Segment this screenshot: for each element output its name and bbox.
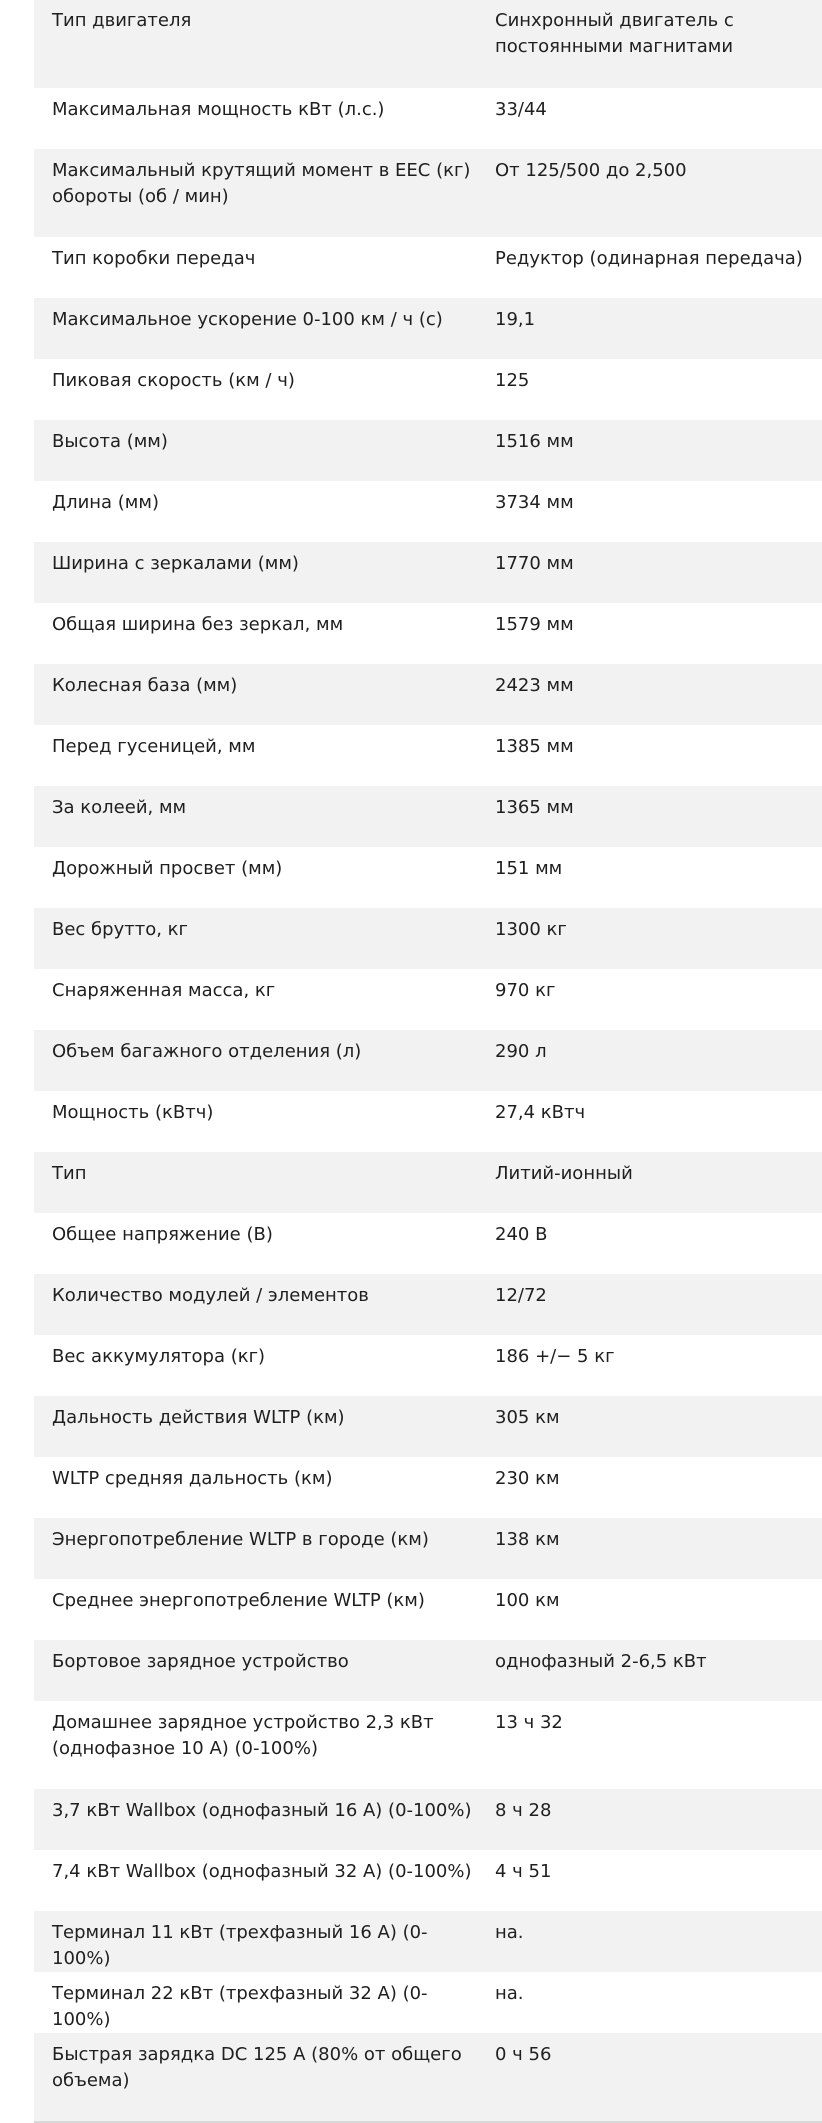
spec-value: 100 км (495, 1590, 560, 1611)
spec-label: Ширина с зеркалами (мм) (52, 553, 299, 574)
spec-row-top-speed (34, 359, 822, 420)
spec-value: 240 В (495, 1224, 548, 1245)
spec-row-onboard-charger (34, 1640, 822, 1701)
spec-label: Перед гусеницей, мм (52, 736, 256, 757)
spec-label: Количество модулей / элементов (52, 1285, 369, 1306)
spec-value: 19,1 (495, 309, 536, 330)
spec-row-wheelbase (34, 664, 822, 725)
spec-value: 125 (495, 370, 530, 391)
spec-value: Синхронный двигатель с постоянными магнитами (495, 10, 734, 57)
spec-value: 2423 мм (495, 675, 574, 696)
spec-row-gearbox (34, 237, 822, 298)
spec-row-wltp-average-consumption (34, 1579, 822, 1640)
spec-label: Максимальный крутящий момент в EEC (кг) обороты (об / мин) (52, 160, 471, 207)
spec-label: Бортовое зарядное устройство (52, 1651, 349, 1672)
spec-row-curb-weight (34, 969, 822, 1030)
spec-row-modules (34, 1274, 822, 1335)
spec-row-battery-weight (34, 1335, 822, 1396)
spec-row-length (34, 481, 822, 542)
spec-value: 1579 мм (495, 614, 574, 635)
spec-value: 151 мм (495, 858, 563, 879)
spec-value: 4 ч 51 (495, 1861, 552, 1882)
spec-value: 305 км (495, 1407, 560, 1428)
spec-value: 1770 мм (495, 553, 574, 574)
spec-row-front-track (34, 725, 822, 786)
spec-label: Тип двигателя (52, 10, 192, 31)
spec-value: 3734 мм (495, 492, 574, 513)
spec-label: Максимальное ускорение 0-100 км / ч (с) (52, 309, 443, 330)
spec-label: Общее напряжение (В) (52, 1224, 273, 1245)
spec-value: 27,4 кВтч (495, 1102, 586, 1123)
spec-row-wallbox-7-4 (34, 1850, 822, 1911)
spec-label: WLTP средняя дальность (км) (52, 1468, 333, 1489)
spec-label: Длина (мм) (52, 492, 159, 513)
spec-row-dc-fast-charge (34, 2033, 822, 2121)
spec-label: Вес брутто, кг (52, 919, 188, 940)
spec-row-trunk-volume (34, 1030, 822, 1091)
spec-label: 7,4 кВт Wallbox (однофазный 32 A) (0-100%) (52, 1861, 472, 1882)
spec-label: Колесная база (мм) (52, 675, 238, 696)
spec-value: 8 ч 28 (495, 1800, 552, 1821)
spec-value: 33/44 (495, 99, 547, 120)
spec-row-width-no-mirrors (34, 603, 822, 664)
specifications-table (34, 0, 822, 2123)
spec-value: 1516 мм (495, 431, 574, 452)
spec-label: Вес аккумулятора (кг) (52, 1346, 266, 1367)
spec-label: Дорожный просвет (мм) (52, 858, 283, 879)
spec-row-wltp-average-range (34, 1457, 822, 1518)
spec-row-height (34, 420, 822, 481)
spec-value: Литий-ионный (495, 1163, 633, 1184)
spec-row-max-torque (34, 149, 822, 237)
spec-value: 138 км (495, 1529, 560, 1550)
spec-row-rear-track (34, 786, 822, 847)
spec-label: Высота (мм) (52, 431, 168, 452)
spec-value: 186 +/− 5 кг (495, 1346, 615, 1367)
spec-label: Объем багажного отделения (л) (52, 1041, 362, 1062)
spec-label: Тип коробки передач (52, 248, 256, 269)
spec-row-wallbox-3-7 (34, 1789, 822, 1850)
spec-value: 230 км (495, 1468, 560, 1489)
spec-value: Редуктор (одинарная передача) (495, 248, 803, 269)
spec-label: 3,7 кВт Wallbox (однофазный 16 A) (0-100%) (52, 1800, 472, 1821)
spec-value: на. (495, 1983, 524, 2004)
spec-row-wltp-city-consumption (34, 1518, 822, 1579)
spec-label: Общая ширина без зеркал, мм (52, 614, 344, 635)
spec-row-motor-type (34, 0, 822, 88)
spec-row-ground-clearance (34, 847, 822, 908)
spec-label: Максимальная мощность кВт (л.с.) (52, 99, 385, 120)
spec-value: 1365 мм (495, 797, 574, 818)
spec-label: Быстрая зарядка DC 125 A (80% от общего объема) (52, 2044, 462, 2091)
spec-label: Дальность действия WLTP (км) (52, 1407, 345, 1428)
spec-label: Пиковая скорость (км / ч) (52, 370, 295, 391)
spec-label: Тип (52, 1163, 87, 1184)
spec-row-terminal-11 (34, 1911, 822, 1972)
spec-row-gross-weight (34, 908, 822, 969)
spec-value: 12/72 (495, 1285, 547, 1306)
spec-value: на. (495, 1922, 524, 1943)
spec-label: Терминал 22 кВт (трехфазный 32 A) (0-100%) (52, 1983, 428, 2030)
spec-value: 1300 кг (495, 919, 567, 940)
spec-label: Энергопотребление WLTP в городе (км) (52, 1529, 429, 1550)
spec-value: От 125/500 до 2,500 (495, 160, 687, 181)
spec-row-max-power (34, 88, 822, 149)
spec-value: 13 ч 32 (495, 1712, 563, 1733)
spec-label: Домашнее зарядное устройство 2,3 кВт (однофазное 10 A) (0-100%) (52, 1712, 434, 1759)
spec-row-battery-capacity (34, 1091, 822, 1152)
spec-row-acceleration (34, 298, 822, 359)
spec-row-width-mirrors (34, 542, 822, 603)
spec-row-wltp-range (34, 1396, 822, 1457)
spec-label: Мощность (кВтч) (52, 1102, 214, 1123)
spec-value: однофазный 2-6,5 кВт (495, 1651, 707, 1672)
spec-row-voltage (34, 1213, 822, 1274)
spec-value: 970 кг (495, 980, 556, 1001)
spec-label: Терминал 11 кВт (трехфазный 16 A) (0-100%) (52, 1922, 428, 1969)
spec-value: 0 ч 56 (495, 2044, 552, 2065)
spec-label: Снаряженная масса, кг (52, 980, 276, 1001)
spec-row-battery-type (34, 1152, 822, 1213)
spec-row-terminal-22 (34, 1972, 822, 2033)
spec-value: 290 л (495, 1041, 547, 1062)
spec-label: За колеей, мм (52, 797, 187, 818)
spec-value: 1385 мм (495, 736, 574, 757)
spec-label: Среднее энергопотребление WLTP (км) (52, 1590, 425, 1611)
spec-row-home-charger (34, 1701, 822, 1789)
